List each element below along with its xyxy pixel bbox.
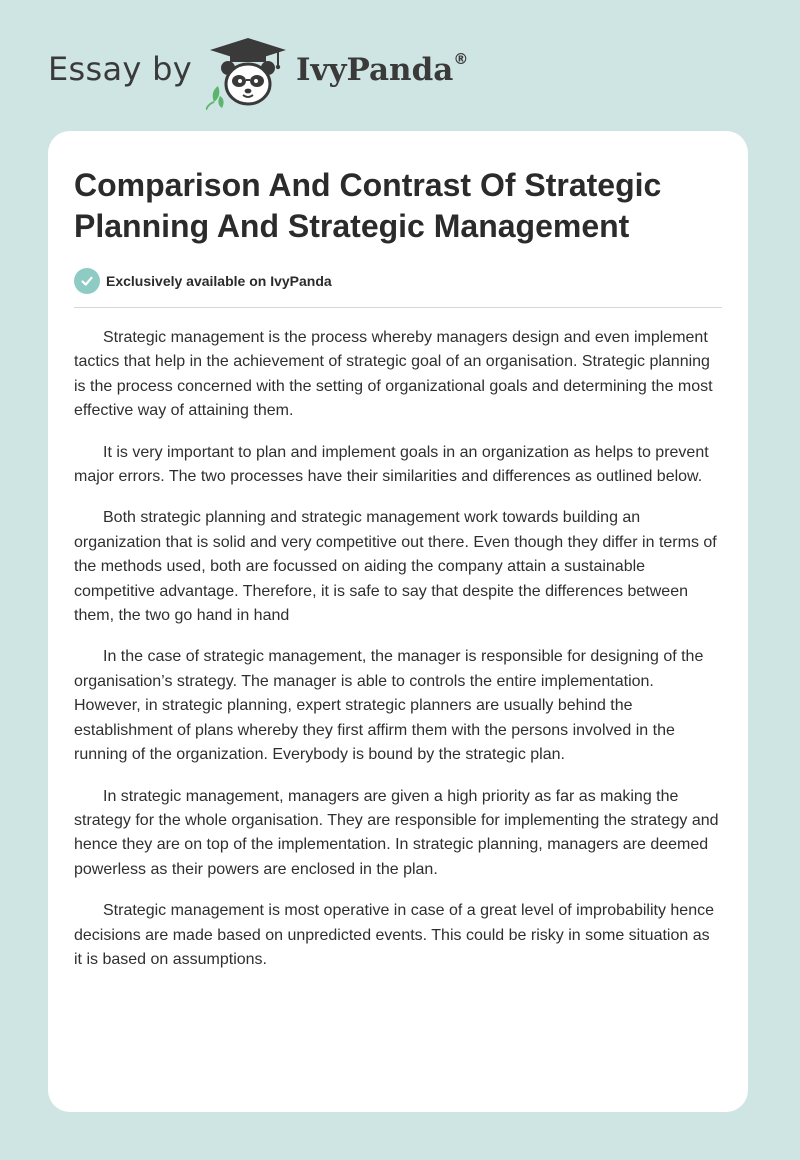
paragraph: It is very important to plan and implement goals in an organization as helps to prevent major errors. The two processes have their similarities and differences as outlined below.	[74, 443, 709, 486]
essay-body	[74, 326, 722, 972]
brand-name[interactable]	[296, 52, 468, 88]
exclusive-badge	[74, 267, 722, 295]
check-icon	[74, 268, 100, 294]
page-title: Comparison And Contrast Of Strategic Planning And Strategic Management	[74, 167, 662, 244]
badge-label: Exclusively available on IvyPanda	[106, 273, 332, 289]
panda-logo-icon[interactable]	[206, 34, 290, 110]
essay-by-label: Essay by	[48, 50, 192, 88]
paragraph: In strategic management, managers are given a high priority as far as making the strategy for the whole organisation. They are responsible for implementing the strategy and hence they are on top of the implementation. In strategic planning, managers are deemed powerless as their powers are enclosed in the plan.	[74, 787, 719, 878]
divider	[74, 307, 722, 308]
essay-card	[48, 131, 748, 1112]
brand-label: IvyPanda	[295, 52, 454, 88]
registered-mark: ®	[453, 50, 469, 68]
paragraph: Strategic management is the process whereby managers design and even implement tactics that help in the achievement of strategic goal of an organisation. Strategic planning is the process concerned with the setting of organizational goals and determining the most effective way of attaining them.	[74, 329, 713, 420]
paragraph: Both strategic planning and strategic management work towards building an organization that is solid and very competitive out there. Even though they differ in terms of the methods used, both are focussed on aiding the company attain a sustainable competitive advantage. Therefore, it is safe to say that despite the differences between them, the two go hand in hand	[74, 509, 717, 625]
site-header	[48, 34, 468, 110]
paragraph: In the case of strategic management, the manager is responsible for designing of the organisation’s strategy. The manager is able to controls the entire implementation. However, in strategic planning, expert strategic planners are usually behind the establishment of plans whereby they first affirm them with the persons involved in the running of the organization. Everybody is bound by the strategic plan.	[74, 648, 704, 764]
paragraph: Strategic management is most operative in case of a great level of improbability hence decisions are made based on unpredicted events. This could be risky in some situation as it is based on assumptions.	[74, 902, 714, 968]
